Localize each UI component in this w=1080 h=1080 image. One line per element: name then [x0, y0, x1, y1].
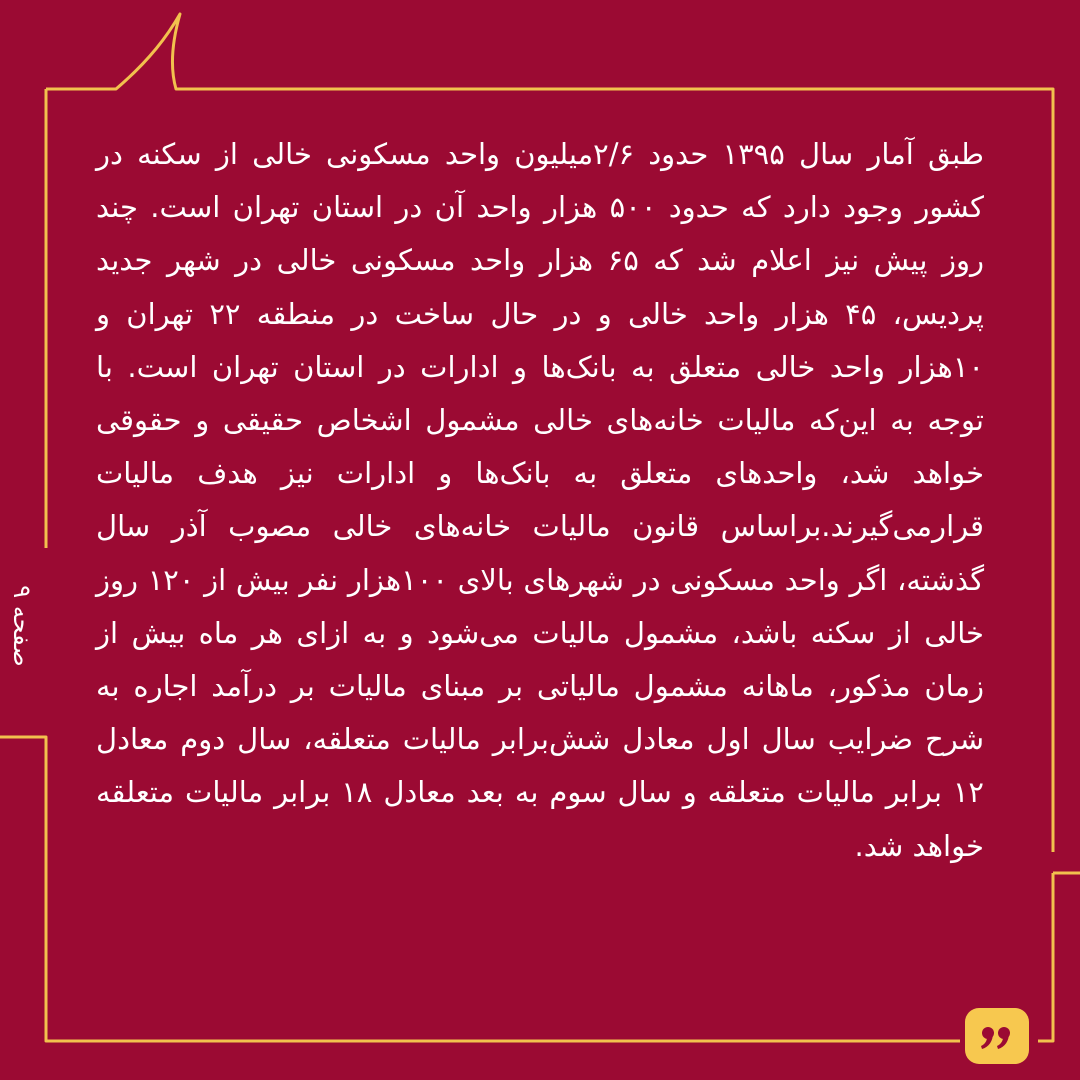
- quote-badge: [965, 1008, 1029, 1064]
- quote-icon: [965, 1008, 1029, 1064]
- page-number-label: صفحه ۹: [8, 585, 36, 667]
- body-paragraph: طبق آمار سال ۱۳۹۵ حدود ۲/۶میلیون واحد مسکونی خالی از سکنه در کشور وجود دارد که حدود ۵۰۰ هزار واحد آن در استان تهران است. چند روز پیش نیز اعلام شد که ۶۵ هزار واحد مسکونی خالی در شهر جدید پردیس، ۴۵ هزار واحد خالی و در حال ساخت در منطقه ۲۲ تهران و ۱۰هزار واحد خالی متعلق به بانک‌ها و ادارات در استان تهران است. با توجه به این‌که مالیات خانه‌های خالی مشمول اشخاص حقیقی و حقوقی خواهد شد، واحدهای متعلق به بانک‌ها و ادارات نیز هدف مالیات قرارمی‌گیرند.براساس قانون مالیات خانه‌های خالی مصوب آذر سال گذشته، اگر واحد مسکونی در شهرهای بالای ۱۰۰هزار نفر بیش از ۱۲۰ روز خالی از سکنه باشد، مشمول مالیات می‌شود و به ازای هر ماه بیش از زمان مذکور، ماهانه مشمول مالیاتی بر مبنای مالیات بر درآمد اجاره به شرح ضرایب سال اول معادل شش‌برابر مالیات متعلقه، سال دوم معادل ۱۲ برابر مالیات متعلقه و سال سوم به بعد معادل ۱۸ برابر مالیات متعلقه خواهد شد.: [96, 137, 985, 863]
- frame-right-lower: [1038, 873, 1080, 1041]
